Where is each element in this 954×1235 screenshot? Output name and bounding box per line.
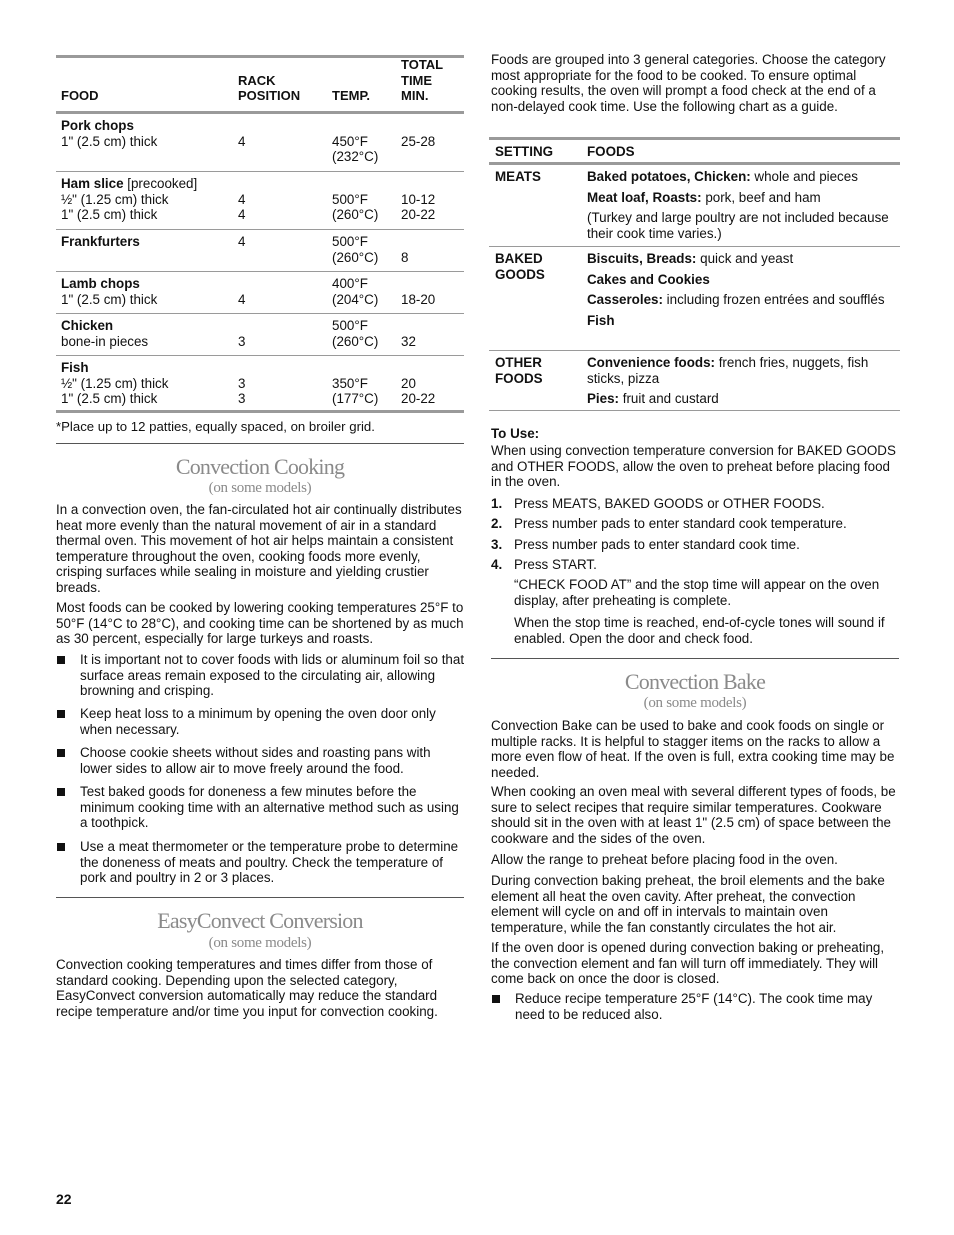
col-food-header: FOOD bbox=[61, 88, 99, 104]
table-row bbox=[56, 314, 464, 356]
food-description: pork, beef and ham bbox=[701, 189, 821, 205]
food-entry bbox=[587, 210, 897, 241]
setting-cell: BAKED GOODS bbox=[495, 251, 545, 282]
bullet-item bbox=[56, 652, 466, 699]
rack-cell bbox=[238, 234, 328, 250]
time-cell-line: 20-22 bbox=[401, 391, 436, 407]
bullet-item bbox=[56, 839, 466, 886]
step-text: Press MEATS, BAKED GOODS or OTHER FOODS. bbox=[514, 496, 825, 511]
step-number: 1. bbox=[491, 496, 503, 511]
bullet-text: Test baked goods for doneness a few minutes before the minimum cooking time with an alternative method such as using a toothpick. bbox=[80, 784, 459, 831]
temp-cell-line: 350°F bbox=[332, 375, 368, 391]
rack-cell-line bbox=[238, 176, 328, 192]
time-cell-line: 20-22 bbox=[401, 207, 436, 223]
step-item bbox=[489, 557, 899, 573]
food-cell bbox=[61, 118, 237, 149]
to-use-note-1: “CHECK FOOD AT” and the stop time will appear on the oven display, after preheating is complete. bbox=[514, 577, 880, 608]
bullet-text: Choose cookie sheets without sides and roasting pans with lower sides to allow air to move freely around the food. bbox=[80, 745, 431, 776]
convection-bake-p4: During convection baking preheat, the broil elements and the bake element all heat the oven cavity. After preheat, the convection element will cycle on and off in intervals to maintain oven temperature, while the fan constantly circulates the hot air. bbox=[491, 873, 885, 935]
convection-cooking-subtitle: (on some models) bbox=[208, 480, 312, 496]
food-name: Pork chops bbox=[61, 118, 134, 133]
settings-row bbox=[489, 351, 900, 411]
food-category: Meat loaf, Roasts: bbox=[587, 189, 702, 205]
settings-table bbox=[489, 137, 900, 411]
temp-cell-line bbox=[332, 118, 400, 134]
temp-cell bbox=[332, 176, 400, 223]
food-cell bbox=[61, 176, 237, 223]
rack-cell bbox=[238, 176, 328, 223]
table-row bbox=[56, 172, 464, 230]
time-cell bbox=[401, 276, 463, 307]
bullet-text: Use a meat thermometer or the temperature probe to determine the doneness of meats and poultry. Check the temperature of pork and poultry in 2 or 3 places. bbox=[80, 839, 459, 886]
rack-cell bbox=[238, 318, 328, 349]
food-cell bbox=[61, 360, 237, 407]
table-row bbox=[56, 356, 464, 413]
temp-cell-line: (260°C) bbox=[332, 249, 379, 265]
food-description: quick and yeast bbox=[696, 251, 794, 266]
temp-cell bbox=[332, 360, 400, 407]
temp-cell-line: (204°C) bbox=[332, 291, 379, 307]
food-category: Casseroles: bbox=[587, 292, 663, 308]
food-detail: bone-in pieces bbox=[61, 333, 149, 349]
bullet-square-icon bbox=[57, 843, 65, 851]
section-divider bbox=[56, 443, 464, 444]
food-cell bbox=[61, 318, 237, 349]
step-item bbox=[489, 516, 899, 532]
settings-row bbox=[489, 165, 900, 247]
food-name: Chicken bbox=[61, 318, 114, 333]
food-cell bbox=[61, 276, 237, 307]
temp-cell-line: (260°C) bbox=[332, 333, 379, 349]
col-setting-header: SETTING bbox=[495, 144, 554, 159]
food-detail: 1" (2.5 cm) thick bbox=[61, 391, 158, 407]
to-use-intro: When using convection temperature conversion for BAKED GOODS and OTHER FOODS, allow the oven to preheat before placing food in the oven. bbox=[491, 443, 896, 490]
table-header-row bbox=[56, 58, 464, 114]
categories-intro: Foods are grouped into 3 general categories. Choose the category most appropriate for the food to be cooked. To ensure optimal cooking results, the oven will prompt a food check at the end of a non-delayed cook time. Use the following chart as a guide. bbox=[491, 52, 886, 114]
rack-cell-line bbox=[238, 118, 328, 134]
temp-cell bbox=[332, 234, 400, 265]
time-cell bbox=[401, 318, 463, 349]
temp-cell-line: 500°F bbox=[332, 191, 368, 207]
rack-cell-line: 4 bbox=[238, 207, 246, 223]
food-qualifier: [precooked] bbox=[123, 176, 198, 191]
broil-note: *Place up to 12 patties, equally spaced, on broiler grid. bbox=[56, 419, 375, 434]
convection-bake-bullet bbox=[491, 991, 901, 1022]
time-cell-line bbox=[401, 234, 463, 250]
time-cell-line: 18-20 bbox=[401, 291, 436, 307]
rack-cell-line: 4 bbox=[238, 133, 246, 149]
food-entry bbox=[587, 292, 897, 308]
easyconvect-subtitle: (on some models) bbox=[208, 935, 312, 951]
food-name: Ham slice bbox=[61, 176, 124, 191]
food-category: Fish bbox=[587, 312, 615, 328]
time-cell bbox=[401, 360, 463, 407]
convection-cooking-intro: In a convection oven, the fan-circulated hot air continually distributes heat more evenly than the natural movement of air in a standard thermal oven. This movement of hot air helps maintain a consistent temperature throughout the oven, cooking foods more evenly, crisping surfaces while sealing in moisture and yielding crustier breads. bbox=[56, 502, 462, 595]
food-detail: 1" (2.5 cm) thick bbox=[61, 133, 158, 149]
rack-cell-line: 3 bbox=[238, 391, 246, 407]
temp-cell bbox=[332, 276, 400, 307]
time-cell bbox=[401, 234, 463, 265]
food-cell bbox=[61, 234, 237, 250]
bullet-text: Keep heat loss to a minimum by opening the oven door only when necessary. bbox=[80, 706, 436, 737]
settings-header-row bbox=[489, 140, 900, 165]
rack-cell bbox=[238, 118, 328, 149]
rack-cell-line: 4 bbox=[238, 191, 246, 207]
food-name: Lamb chops bbox=[61, 276, 140, 291]
temp-cell-line bbox=[332, 176, 400, 192]
temp-cell-line: (177°C) bbox=[332, 391, 379, 407]
foods-cell bbox=[587, 251, 897, 333]
food-category: Baked potatoes, Chicken: bbox=[587, 169, 751, 184]
food-description: fruit and custard bbox=[619, 391, 719, 407]
convection-bake-title: Convection Bake bbox=[624, 669, 766, 694]
temp-cell bbox=[332, 318, 400, 349]
rack-cell-line: 4 bbox=[238, 291, 246, 307]
rack-cell bbox=[238, 276, 328, 307]
bullet-text: It is important not to cover foods with lids or aluminum foil so that surface areas remain exposed to the circulating air, allowing browning and crisping. bbox=[80, 652, 465, 699]
bullet-square-icon bbox=[57, 710, 65, 718]
convection-bake-p1: Convection Bake can be used to bake and cook foods on single or multiple racks. It is helpful to stagger items on the racks to allow a more even flow of heat. If the oven is full, extra cooking time may be needed. bbox=[491, 718, 895, 780]
section-divider bbox=[56, 897, 464, 898]
food-entry bbox=[587, 251, 897, 267]
bullet-square-icon bbox=[57, 656, 65, 664]
time-cell bbox=[401, 118, 463, 149]
food-entry bbox=[587, 313, 897, 329]
table-row bbox=[56, 230, 464, 272]
table-row bbox=[56, 114, 464, 172]
section-divider bbox=[491, 658, 899, 659]
bullet-square-icon bbox=[492, 995, 500, 1003]
convection-bake-p5: If the oven door is opened during convection baking or preheating, the convection element and fan will turn off immediately. They will come back on once the door is closed. bbox=[491, 940, 885, 987]
step-text: Press number pads to enter standard cook time. bbox=[514, 536, 800, 552]
convection-bake-subtitle: (on some models) bbox=[643, 695, 747, 711]
to-use-steps bbox=[489, 496, 899, 577]
table-row bbox=[56, 272, 464, 314]
food-detail: 1" (2.5 cm) thick bbox=[61, 291, 158, 307]
time-cell-line bbox=[401, 318, 463, 334]
food-detail: 1" (2.5 cm) thick bbox=[61, 207, 158, 223]
to-use-note-2: When the stop time is reached, end-of-cycle tones will sound if enabled. Open the door and check food. bbox=[514, 615, 885, 646]
temp-cell-line: 450°F bbox=[332, 133, 368, 149]
food-description: including frozen entrées and soufflés bbox=[662, 292, 885, 308]
time-cell-line: 32 bbox=[401, 333, 416, 349]
easyconvect-title: EasyConvect Conversion bbox=[157, 908, 363, 933]
time-cell-line bbox=[401, 360, 463, 376]
foods-cell bbox=[587, 355, 897, 412]
step-text: Press number pads to enter standard cook temperature. bbox=[514, 516, 847, 532]
step-number: 4. bbox=[491, 556, 503, 572]
bullet-square-icon bbox=[57, 788, 65, 796]
bullet-item bbox=[56, 784, 466, 831]
bullet-square-icon bbox=[57, 749, 65, 757]
convection-bake-p3: Allow the range to preheat before placing food in the oven. bbox=[491, 852, 838, 867]
food-category: Convenience foods: bbox=[587, 355, 715, 370]
time-cell-line: 20 bbox=[401, 375, 416, 391]
rack-cell-line: 4 bbox=[238, 234, 246, 249]
rack-cell-line bbox=[238, 360, 328, 376]
food-detail: ½" (1.25 cm) thick bbox=[61, 375, 169, 391]
food-name: Frankfurters bbox=[61, 234, 140, 249]
bullet-text: Reduce recipe temperature 25°F (14°C). The cook time may need to be reduced also. bbox=[515, 991, 873, 1022]
food-category: Biscuits, Breads: bbox=[587, 251, 697, 266]
food-entry bbox=[587, 190, 897, 206]
broil-table bbox=[56, 55, 464, 413]
food-entry bbox=[587, 355, 897, 386]
page-number: 22 bbox=[56, 1191, 72, 1207]
col-foods-header: FOODS bbox=[587, 144, 635, 159]
convection-cooking-title: Convection Cooking bbox=[175, 454, 345, 479]
food-category: Pies: bbox=[587, 391, 620, 407]
food-detail: ½" (1.25 cm) thick bbox=[61, 191, 169, 207]
settings-row bbox=[489, 247, 900, 351]
food-entry bbox=[587, 272, 897, 288]
step-item bbox=[489, 537, 899, 553]
temp-cell-line: 500°F bbox=[332, 318, 368, 333]
temp-cell-line bbox=[332, 360, 400, 376]
time-cell-line bbox=[401, 176, 463, 192]
rack-cell bbox=[238, 360, 328, 407]
col-time-header: TOTAL TIME MIN. bbox=[401, 57, 443, 104]
foods-cell bbox=[587, 169, 897, 246]
setting-cell: OTHER FOODS bbox=[495, 355, 543, 386]
bullet-item bbox=[56, 745, 466, 776]
rack-cell-line bbox=[238, 318, 328, 334]
time-cell-line bbox=[401, 118, 463, 134]
easyconvect-paragraph: Convection cooking temperatures and times differ from those of standard cooking. Depending upon the selected category, EasyConvect conversion automatically may reduce the standard recipe temperature and/or time you input for convection cooking. bbox=[56, 957, 438, 1019]
food-description: whole and pieces bbox=[750, 169, 858, 184]
food-name: Fish bbox=[61, 360, 89, 375]
col-temp-header: TEMP. bbox=[332, 88, 371, 104]
rack-cell-line bbox=[238, 276, 328, 292]
temp-cell-line: (260°C) bbox=[332, 207, 379, 223]
temp-cell-line: (232°C) bbox=[332, 149, 379, 165]
temp-cell-line: 400°F bbox=[332, 276, 368, 291]
food-entry bbox=[587, 169, 897, 185]
temp-cell bbox=[332, 118, 400, 165]
step-number: 2. bbox=[491, 516, 503, 532]
step-item bbox=[489, 496, 899, 512]
time-cell-line: 8 bbox=[401, 249, 409, 265]
convection-cooking-tip: Most foods can be cooked by lowering cooking temperatures 25°F to 50°F (14°C to 28°C), and cooking time can be shortened by as much as 30 percent, especially for large turkeys and roasts. bbox=[56, 600, 464, 647]
time-cell-line bbox=[401, 276, 463, 292]
rack-cell-line: 3 bbox=[238, 375, 246, 391]
time-cell-line: 25-28 bbox=[401, 133, 436, 149]
food-description: french fries, nuggets, fish sticks, pizza bbox=[587, 355, 869, 386]
time-cell-line: 10-12 bbox=[401, 191, 436, 207]
step-text: Press START. bbox=[514, 556, 597, 572]
food-category: Cakes and Cookies bbox=[587, 271, 710, 287]
bullet-item bbox=[56, 706, 466, 737]
food-entry bbox=[587, 391, 897, 407]
temp-cell-line: 500°F bbox=[332, 234, 368, 249]
col-rack-header: RACK POSITION bbox=[238, 72, 301, 104]
to-use-heading: To Use: bbox=[491, 426, 540, 441]
food-description: (Turkey and large poultry are not included because their cook time varies.) bbox=[587, 210, 889, 241]
setting-cell: MEATS bbox=[495, 169, 541, 184]
convection-bake-p2: When cooking an oven meal with several different types of foods, be sure to select recipes that require similar temperatures. Cookware should sit in the oven with at least 1" (2.5 cm) of space between the cookware and the sides of the oven. bbox=[491, 784, 896, 846]
rack-cell-line: 3 bbox=[238, 333, 246, 349]
step-number: 3. bbox=[491, 536, 503, 552]
time-cell bbox=[401, 176, 463, 223]
